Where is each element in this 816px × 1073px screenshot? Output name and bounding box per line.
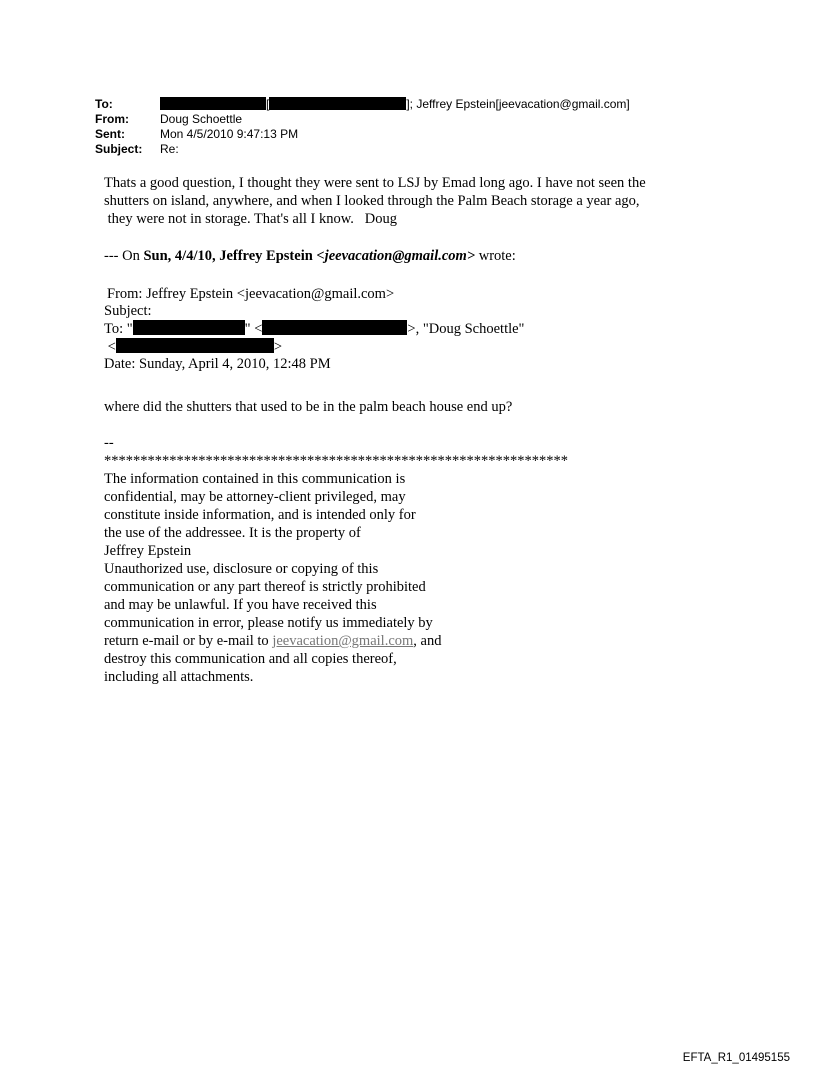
to-rest: ]; Jeffrey Epstein[jeevacation@gmail.com]	[406, 97, 630, 111]
redaction-box	[116, 338, 274, 353]
message-body	[104, 174, 646, 228]
redaction-box	[262, 320, 407, 335]
quote-email: <jeevacation@gmail.com>	[316, 248, 476, 264]
disclaimer-line: the use of the addressee. It is the property of	[104, 525, 361, 541]
disclaimer-line: Unauthorized use, disclosure or copying of this	[104, 561, 379, 577]
disclaimer-line: communication in error, please notify us immediately by	[104, 615, 433, 631]
disclaimer-line: including all attachments.	[104, 669, 254, 685]
sent-value: Mon 4/5/2010 9:47:13 PM	[160, 127, 299, 141]
from-label: From:	[95, 112, 129, 126]
question-text: where did the shutters that used to be in the palm beach house end up?	[104, 399, 513, 415]
body-line: shutters on island, anywhere, and when I looked through the Palm Beach storage a year ago,	[104, 193, 640, 209]
forwarded-to-line2: < >	[104, 339, 282, 355]
sent-label: Sent:	[95, 127, 125, 141]
disclaimer-line: and may be unlawful. If you have received this	[104, 597, 377, 613]
email-link[interactable]: jeevacation@gmail.com	[272, 633, 414, 649]
disclaimer-line: The information contained in this communication is	[104, 471, 406, 487]
forwarded-to: To: " " < >, "Doug Schoettle"	[104, 321, 525, 337]
subject-value: Re:	[160, 142, 179, 156]
redaction-box	[269, 97, 406, 110]
disclaimer-line: confidential, may be attorney-client privileged, may	[104, 489, 406, 505]
quote-intro	[104, 247, 516, 265]
body-line: they were not in storage. That's all I know. Doug	[104, 211, 397, 227]
disclaimer-link-line: return e-mail or by e-mail to jeevacation@gmail.com, and	[104, 633, 442, 649]
disclaimer-dashes: --	[104, 435, 114, 451]
disclaimer-line: communication or any part thereof is strictly prohibited	[104, 579, 426, 595]
disclaimer-line: Jeffrey Epstein	[104, 543, 192, 559]
quote-date-author: Sun, 4/4/10, Jeffrey Epstein	[143, 248, 317, 264]
to-bracket-open: [	[266, 97, 270, 111]
forwarded-date: Date: Sunday, April 4, 2010, 12:48 PM	[104, 356, 331, 372]
quote-suffix: wrote:	[475, 248, 516, 264]
quote-prefix: --- On	[104, 248, 144, 264]
redaction-box	[133, 320, 245, 335]
document-id: EFTA_R1_01495155	[682, 1052, 790, 1064]
forwarded-from: From: Jeffrey Epstein <jeevacation@gmail.com>	[107, 286, 395, 302]
disclaimer	[104, 434, 568, 686]
to-label: To:	[95, 97, 113, 111]
body-line: Thats a good question, I thought they were sent to LSJ by Emad long ago. I have not seen the	[104, 175, 646, 191]
forwarded-header	[104, 286, 524, 373]
to-value	[160, 97, 630, 112]
disclaimer-stars: ****************************************************************	[104, 453, 568, 469]
subject-label: Subject:	[95, 142, 143, 156]
from-value: Doug Schoettle	[160, 112, 243, 126]
disclaimer-line: constitute inside information, and is intended only for	[104, 507, 416, 523]
disclaimer-line: destroy this communication and all copies thereof,	[104, 651, 397, 667]
redaction-box	[160, 97, 266, 110]
forwarded-subject: Subject:	[104, 303, 152, 319]
